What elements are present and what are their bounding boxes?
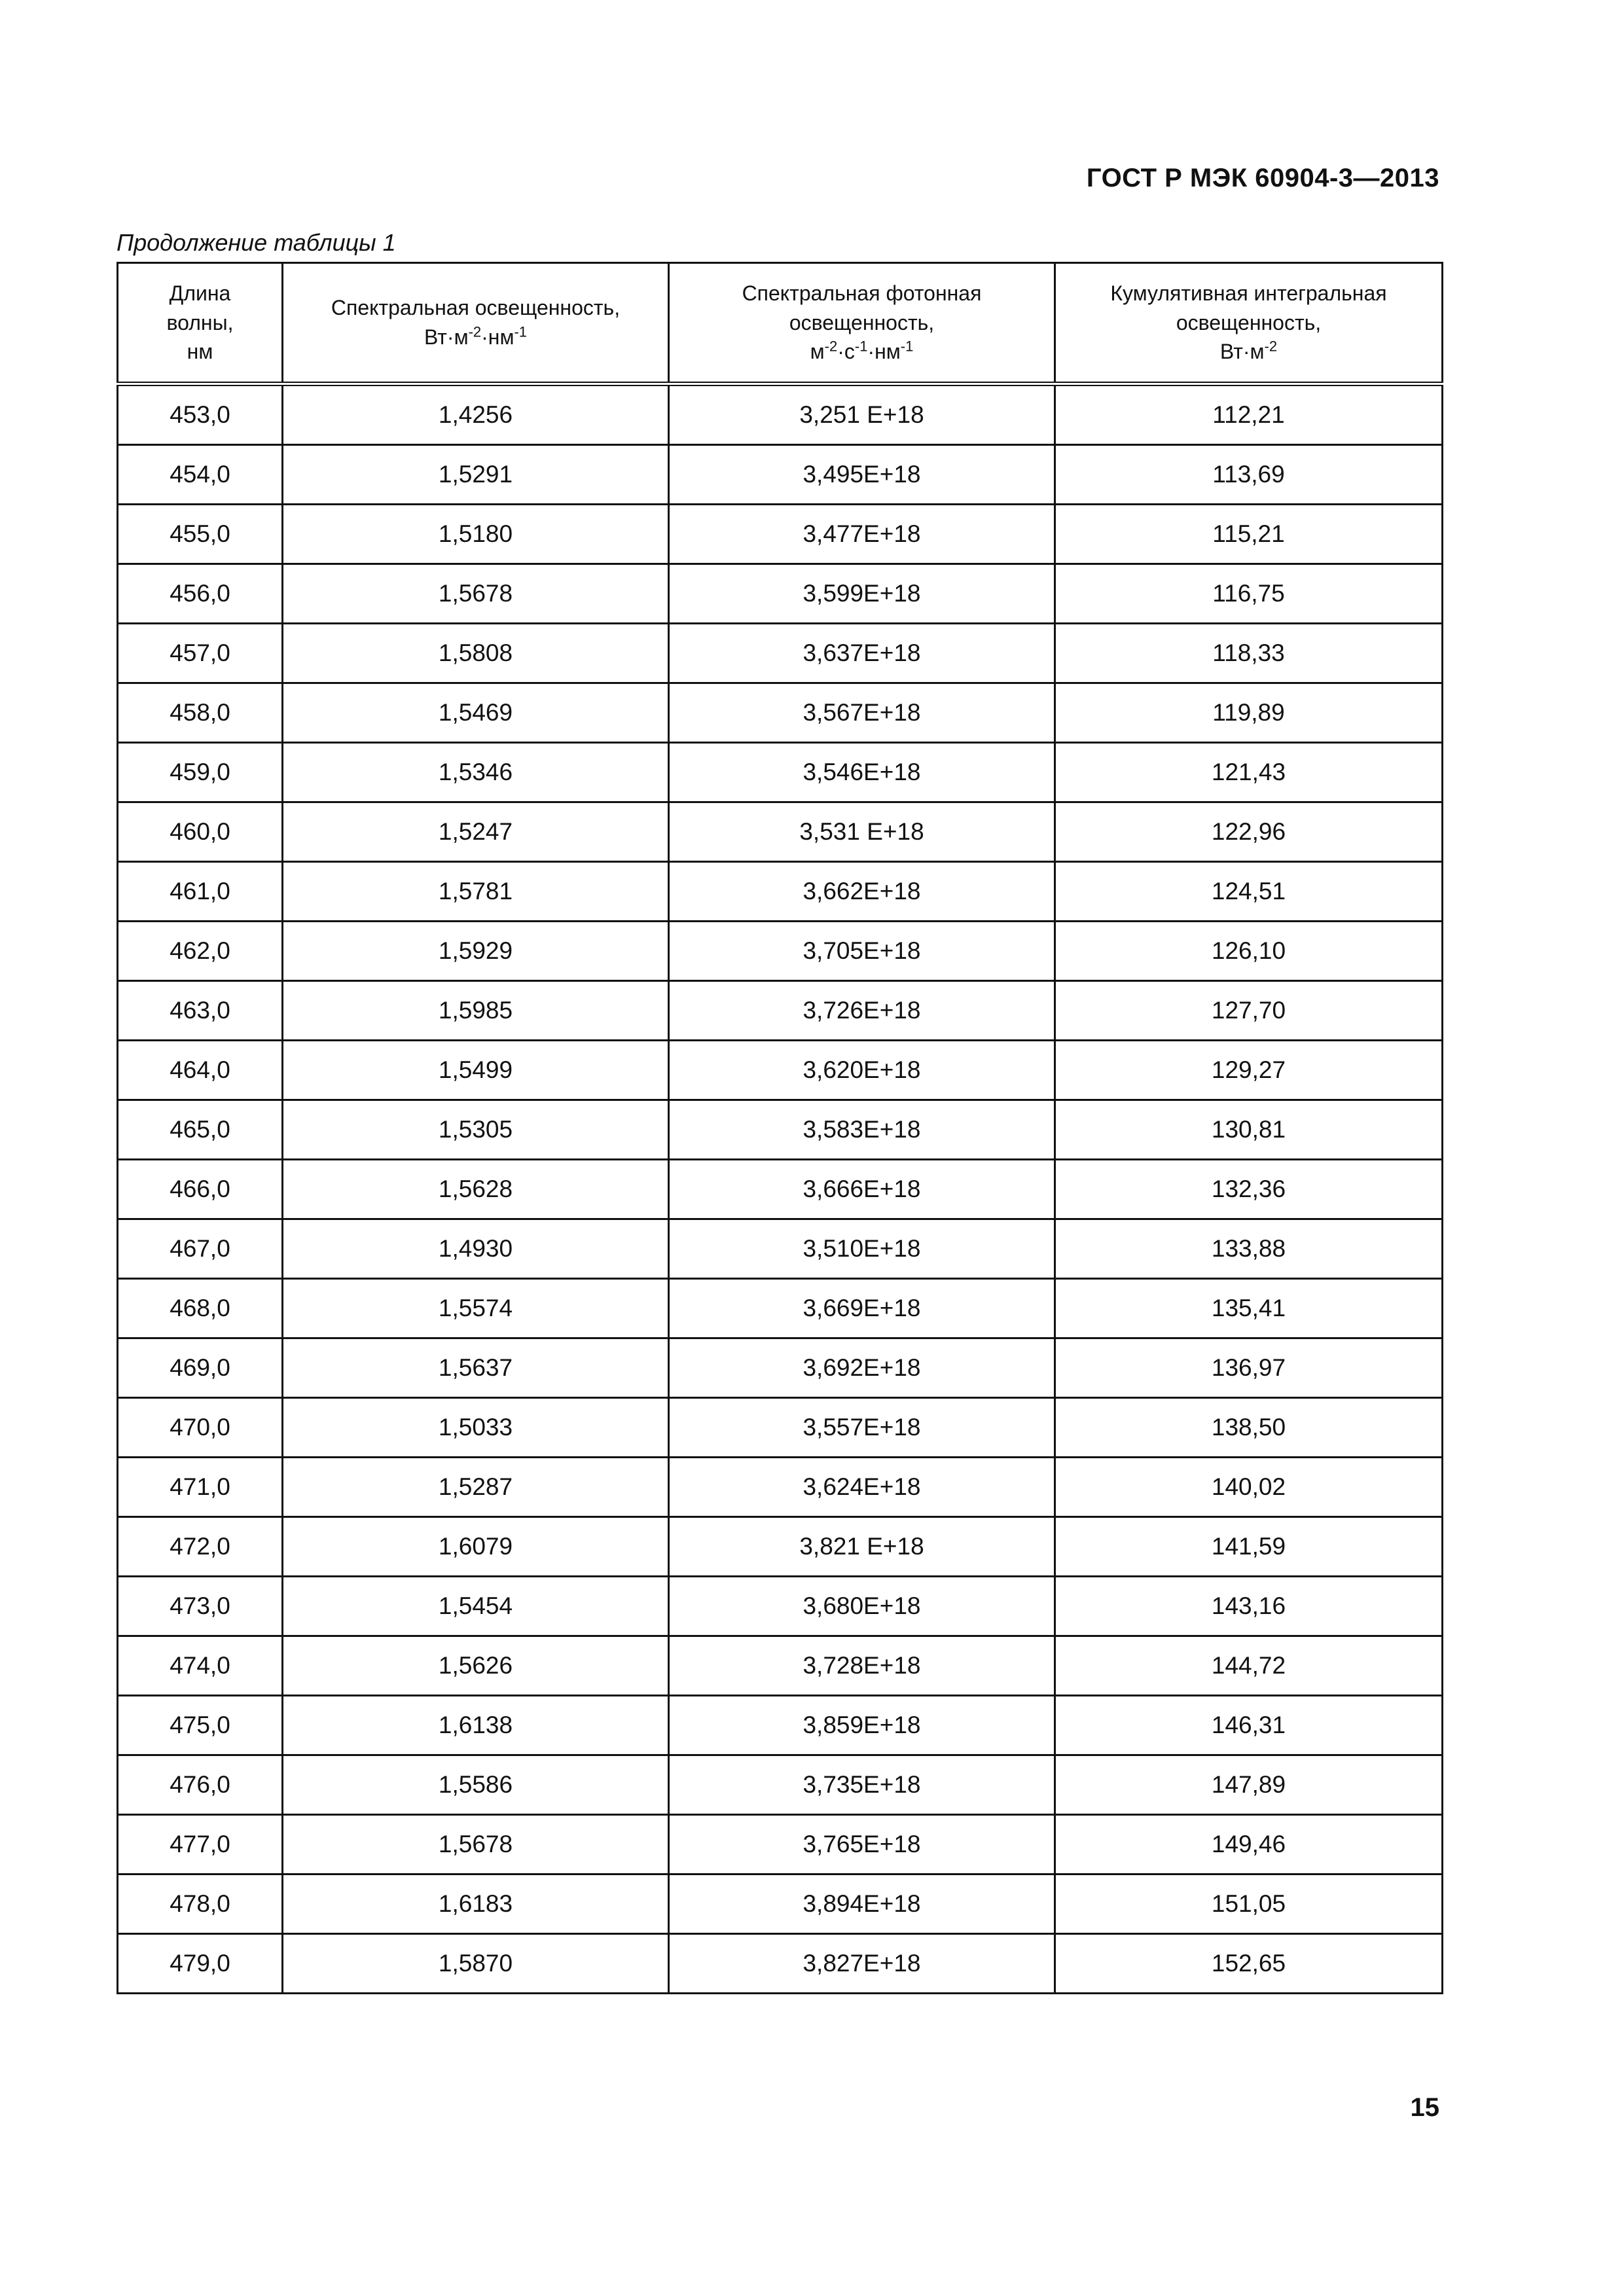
cell-photon-irradiance: 3,692E+18: [669, 1338, 1055, 1398]
cell-spectral-irradiance: 1,5678: [283, 1815, 669, 1874]
cell-cumulative-irradiance: 151,05: [1055, 1874, 1443, 1934]
cell-cumulative-irradiance: 127,70: [1055, 981, 1443, 1041]
header-spectral-irradiance-unit: $Вт\cdot м^{-2}\cdot нм^{-1}$: [424, 323, 528, 349]
header-spectral-photon-label: освещенность,: [789, 310, 935, 334]
cell-wavelength: 453,0: [118, 384, 283, 445]
cell-cumulative-irradiance: 141,59: [1055, 1517, 1443, 1577]
header-spectral-photon-label: Спектральная фотонная: [742, 281, 982, 305]
table-row: [118, 862, 1443, 922]
table-row: [118, 564, 1443, 624]
cell-cumulative-irradiance: 135,41: [1055, 1279, 1443, 1338]
cell-cumulative-irradiance: 113,69: [1055, 445, 1443, 505]
cell-photon-irradiance: 3,859E+18: [669, 1696, 1055, 1755]
table-row: [118, 1755, 1443, 1815]
cell-wavelength: 467,0: [118, 1219, 283, 1279]
cell-cumulative-irradiance: 146,31: [1055, 1696, 1443, 1755]
table-row: [118, 1279, 1443, 1338]
cell-cumulative-irradiance: 119,89: [1055, 683, 1443, 743]
cell-photon-irradiance: 3,510E+18: [669, 1219, 1055, 1279]
cell-photon-irradiance: 3,620E+18: [669, 1041, 1055, 1100]
page-number: 15: [1410, 2093, 1439, 2122]
cell-photon-irradiance: 3,728E+18: [669, 1636, 1055, 1696]
table-row: [118, 1041, 1443, 1100]
cell-spectral-irradiance: 1,5574: [283, 1279, 669, 1338]
cell-cumulative-irradiance: 129,27: [1055, 1041, 1443, 1100]
cell-wavelength: 479,0: [118, 1934, 283, 1994]
cell-spectral-irradiance: 1,6138: [283, 1696, 669, 1755]
table-header: [118, 263, 1443, 384]
cell-cumulative-irradiance: 152,65: [1055, 1934, 1443, 1994]
cell-photon-irradiance: 3,680E+18: [669, 1577, 1055, 1636]
cell-spectral-irradiance: 1,5637: [283, 1338, 669, 1398]
table-row: [118, 1219, 1443, 1279]
cell-wavelength: 466,0: [118, 1160, 283, 1219]
cell-wavelength: 463,0: [118, 981, 283, 1041]
table-row: [118, 505, 1443, 564]
cell-cumulative-irradiance: 118,33: [1055, 624, 1443, 683]
cell-spectral-irradiance: 1,5291: [283, 445, 669, 505]
cell-photon-irradiance: 3,531 E+18: [669, 802, 1055, 862]
cell-photon-irradiance: 3,894E+18: [669, 1874, 1055, 1934]
cell-cumulative-irradiance: 133,88: [1055, 1219, 1443, 1279]
table-row: [118, 802, 1443, 862]
cell-cumulative-irradiance: 140,02: [1055, 1458, 1443, 1517]
cell-spectral-irradiance: 1,5180: [283, 505, 669, 564]
cell-wavelength: 465,0: [118, 1100, 283, 1160]
cell-spectral-irradiance: 1,5033: [283, 1398, 669, 1458]
cell-spectral-irradiance: 1,5985: [283, 981, 669, 1041]
header-spectral-photon-unit: $м^{-2}\cdot с^{-1}\cdot нм^{-1}$: [810, 338, 914, 364]
cell-photon-irradiance: 3,726E+18: [669, 981, 1055, 1041]
cell-cumulative-irradiance: 147,89: [1055, 1755, 1443, 1815]
cell-wavelength: 473,0: [118, 1577, 283, 1636]
table-row: [118, 1815, 1443, 1874]
cell-cumulative-irradiance: 112,21: [1055, 384, 1443, 445]
header-wavelength: [118, 263, 283, 384]
cell-spectral-irradiance: 1,5469: [283, 683, 669, 743]
cell-spectral-irradiance: 1,5628: [283, 1160, 669, 1219]
cell-spectral-irradiance: 1,5781: [283, 862, 669, 922]
cell-cumulative-irradiance: 124,51: [1055, 862, 1443, 922]
header-spectral-photon-irradiance: [669, 263, 1055, 384]
cell-spectral-irradiance: 1,5287: [283, 1458, 669, 1517]
cell-photon-irradiance: 3,662E+18: [669, 862, 1055, 922]
cell-wavelength: 477,0: [118, 1815, 283, 1874]
cell-wavelength: 455,0: [118, 505, 283, 564]
cell-photon-irradiance: 3,251 E+18: [669, 384, 1055, 445]
cell-photon-irradiance: 3,546E+18: [669, 743, 1055, 802]
cell-cumulative-irradiance: 121,43: [1055, 743, 1443, 802]
cell-photon-irradiance: 3,599E+18: [669, 564, 1055, 624]
cell-spectral-irradiance: 1,5808: [283, 624, 669, 683]
cell-cumulative-irradiance: 115,21: [1055, 505, 1443, 564]
cell-cumulative-irradiance: 116,75: [1055, 564, 1443, 624]
cell-photon-irradiance: 3,567E+18: [669, 683, 1055, 743]
cell-cumulative-irradiance: 122,96: [1055, 802, 1443, 862]
table-row: [118, 1577, 1443, 1636]
cell-wavelength: 464,0: [118, 1041, 283, 1100]
cell-spectral-irradiance: 1,4256: [283, 384, 669, 445]
cell-wavelength: 454,0: [118, 445, 283, 505]
cell-cumulative-irradiance: 136,97: [1055, 1338, 1443, 1398]
cell-cumulative-irradiance: 149,46: [1055, 1815, 1443, 1874]
cell-wavelength: 458,0: [118, 683, 283, 743]
cell-photon-irradiance: 3,765E+18: [669, 1815, 1055, 1874]
cell-photon-irradiance: 3,637E+18: [669, 624, 1055, 683]
table-row: [118, 1338, 1443, 1398]
table-row: [118, 1100, 1443, 1160]
cell-spectral-irradiance: 1,5305: [283, 1100, 669, 1160]
cell-spectral-irradiance: 1,5929: [283, 922, 669, 981]
table-row: [118, 624, 1443, 683]
cell-spectral-irradiance: 1,5678: [283, 564, 669, 624]
header-wavelength-unit: нм: [187, 340, 213, 364]
cell-photon-irradiance: 3,624E+18: [669, 1458, 1055, 1517]
cell-wavelength: 478,0: [118, 1874, 283, 1934]
header-spectral-irradiance: [283, 263, 669, 384]
table-row: [118, 1458, 1443, 1517]
cell-spectral-irradiance: 1,5346: [283, 743, 669, 802]
table-row: [118, 1160, 1443, 1219]
cell-photon-irradiance: 3,705E+18: [669, 922, 1055, 981]
table-row: [118, 1636, 1443, 1696]
cell-spectral-irradiance: 1,5586: [283, 1755, 669, 1815]
cell-cumulative-irradiance: 138,50: [1055, 1398, 1443, 1458]
table-row: [118, 981, 1443, 1041]
table-row: [118, 445, 1443, 505]
cell-wavelength: 472,0: [118, 1517, 283, 1577]
table-body: [118, 384, 1443, 1994]
cell-cumulative-irradiance: 143,16: [1055, 1577, 1443, 1636]
standard-code-header: ГОСТ Р МЭК 60904-3—2013: [1086, 164, 1439, 192]
table-row: [118, 384, 1443, 445]
cell-photon-irradiance: 3,827E+18: [669, 1934, 1055, 1994]
cell-cumulative-irradiance: 144,72: [1055, 1636, 1443, 1696]
cell-wavelength: 474,0: [118, 1636, 283, 1696]
cell-photon-irradiance: 3,821 E+18: [669, 1517, 1055, 1577]
cell-photon-irradiance: 3,666E+18: [669, 1160, 1055, 1219]
table-row: [118, 683, 1443, 743]
cell-spectral-irradiance: 1,5870: [283, 1934, 669, 1994]
cell-spectral-irradiance: 1,5247: [283, 802, 669, 862]
cell-photon-irradiance: 3,583E+18: [669, 1100, 1055, 1160]
cell-wavelength: 476,0: [118, 1755, 283, 1815]
cell-wavelength: 457,0: [118, 624, 283, 683]
cell-cumulative-irradiance: 132,36: [1055, 1160, 1443, 1219]
table-row: [118, 743, 1443, 802]
header-cumulative-label: Кумулятивная интегральная: [1110, 281, 1387, 305]
cell-wavelength: 469,0: [118, 1338, 283, 1398]
cell-spectral-irradiance: 1,5626: [283, 1636, 669, 1696]
cell-photon-irradiance: 3,669E+18: [669, 1279, 1055, 1338]
cell-spectral-irradiance: 1,5499: [283, 1041, 669, 1100]
cell-photon-irradiance: 3,735E+18: [669, 1755, 1055, 1815]
cell-wavelength: 462,0: [118, 922, 283, 981]
cell-cumulative-irradiance: 130,81: [1055, 1100, 1443, 1160]
header-cumulative-label: освещенность,: [1176, 310, 1322, 334]
cell-cumulative-irradiance: 126,10: [1055, 922, 1443, 981]
cell-wavelength: 460,0: [118, 802, 283, 862]
cell-spectral-irradiance: 1,6079: [283, 1517, 669, 1577]
cell-photon-irradiance: 3,495E+18: [669, 445, 1055, 505]
table-row: [118, 922, 1443, 981]
table-row: [118, 1696, 1443, 1755]
table-row: [118, 1517, 1443, 1577]
cell-wavelength: 470,0: [118, 1398, 283, 1458]
cell-spectral-irradiance: 1,6183: [283, 1874, 669, 1934]
cell-photon-irradiance: 3,557E+18: [669, 1398, 1055, 1458]
cell-wavelength: 468,0: [118, 1279, 283, 1338]
cell-spectral-irradiance: 1,4930: [283, 1219, 669, 1279]
cell-wavelength: 459,0: [118, 743, 283, 802]
header-wavelength-line: волны,: [166, 310, 234, 334]
cell-photon-irradiance: 3,477E+18: [669, 505, 1055, 564]
header-cumulative-irradiance: [1055, 263, 1443, 384]
header-row: [118, 263, 1443, 384]
cell-wavelength: 471,0: [118, 1458, 283, 1517]
header-wavelength-line: Длина: [169, 281, 231, 305]
cell-wavelength: 461,0: [118, 862, 283, 922]
header-cumulative-unit: $Вт\cdot м^{-2}$: [1219, 338, 1278, 364]
cell-wavelength: 475,0: [118, 1696, 283, 1755]
table-row: [118, 1398, 1443, 1458]
spectral-data-table: [117, 262, 1443, 1994]
table-caption: Продолжение таблицы 1: [117, 229, 396, 256]
cell-wavelength: 456,0: [118, 564, 283, 624]
header-spectral-irradiance-label: Спектральная освещенность,: [331, 296, 621, 320]
table-row: [118, 1934, 1443, 1994]
table-row: [118, 1874, 1443, 1934]
cell-spectral-irradiance: 1,5454: [283, 1577, 669, 1636]
